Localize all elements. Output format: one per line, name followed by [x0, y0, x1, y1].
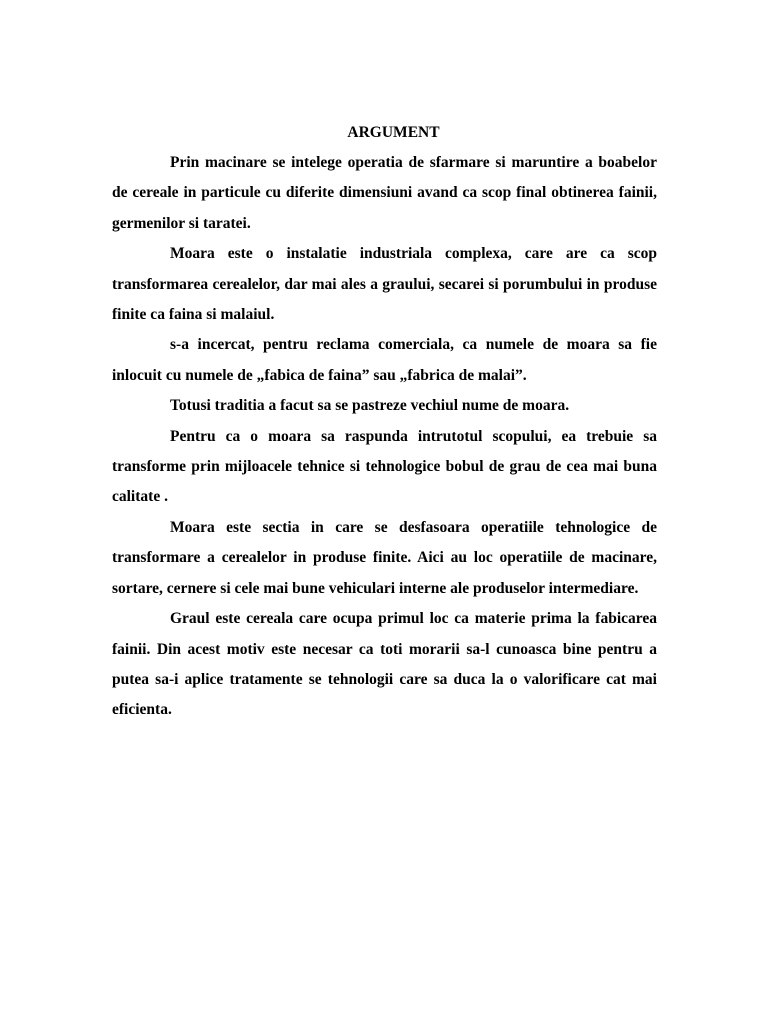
- paragraph-2: Moara este o instalatie industriala complexa, care are ca scop transformarea cerealelor, dar mai ales a graului, secarei si porumbului in produse finite ca faina si malaiul.: [112, 245, 657, 324]
- document-title: ARGUMENT: [347, 124, 440, 141]
- document-page: [112, 118, 657, 726]
- paragraph-1: Prin macinare se intelege operatia de sfarmare si maruntire a boabelor de cereale in particule cu diferite dimensiuni avand ca scop final obtinerea fainii, germenilor si taratei.: [112, 154, 657, 232]
- paragraph-5: Pentru ca o moara sa raspunda intrutotul scopului, ea trebuie sa transforme prin mijloacele tehnice si tehnologice bobul de grau de cea mai buna calitate .: [112, 427, 657, 506]
- paragraph-3: s-a incercat, pentru reclama comerciala, ca numele de moara sa fie inlocuit cu numele de „fabica de faina” sau „fabrica de malai”.: [112, 336, 657, 384]
- paragraph-4: Totusi traditia a facut sa se pastreze vechiul nume de moara.: [170, 397, 570, 415]
- paragraph-7: Graul este cereala care ocupa primul loc ca materie prima la fabicarea fainii. Din acest motiv este necesar ca toti morarii sa-l cunoasca bine pentru a putea sa-i aplice tratamente se tehnologii care sa duca la o valorificare cat mai eficienta.: [112, 610, 657, 719]
- paragraph-6: Moara este sectia in care se desfasoara operatiile tehnologice de transformare a cerealelor in produse finite. Aici au loc operatiile de macinare, sortare, cernere si cele mai bune vehiculari interne ale produselor intermediare.: [112, 518, 657, 597]
